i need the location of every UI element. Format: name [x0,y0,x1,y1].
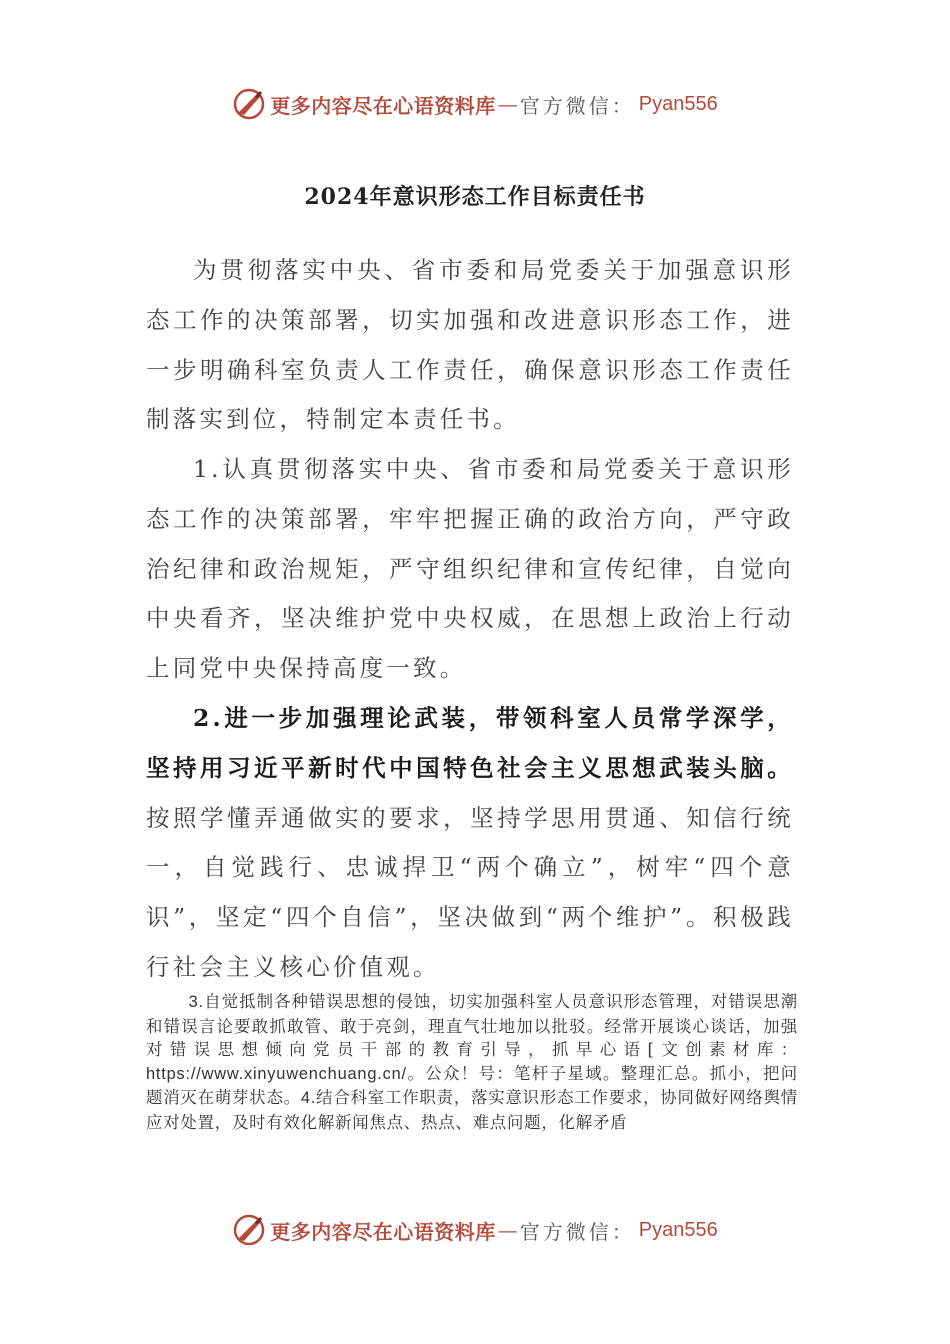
item-4-text: 结合科室工作职责，落实意识形态工作要求，协同做好网络舆情应对处置，及时有效化解新闻焦点、热点、难点问题，化解矛盾 [146,1088,798,1132]
source-url: https://www.xinyuwenchuang.cn/ [146,1064,407,1083]
items-3-4-paragraph [146,990,798,1134]
pen-nib-logo-icon [232,1213,266,1247]
banner-wechat-id: Pyan556 [638,1218,718,1241]
item-3-text-cont: 。公众！号：笔杆子星域。整理汇总。抓小，把问题消灭在萌芽状态。 [146,1063,798,1107]
intro-paragraph: 为贯彻落实中央、省市委和局党委关于加强意识形态工作的决策部署，切实加强和改进意识形态工作，进一步明确科室负责人工作责任，确保意识形态工作责任制落实到位，特制定本责任书。 [146,256,794,434]
item-2-bold-lead: 2.进一步加强理论武装，带领科室人员常学深学，坚持用习近平新时代中国特色社会主义思想武装头脑。 [146,704,794,782]
banner-dash: — [497,1218,518,1242]
banner-wechat-id: Pyan556 [638,92,718,115]
banner-brand-text: 更多内容尽在心语资料库 [270,93,496,118]
banner-wechat-label: 官方微信： [519,93,635,118]
document-title: 2024年意识形态工作目标责任书 [304,184,646,210]
item-3-text: 自觉抵制各种错误思想的侵蚀，切实加强科室人员意识形态管理，对错误思潮和错误言论要敢抓敢管、敢于亮剑，理直气壮地加以批驳。经常开展谈心谈话，加强对错误思想倾向党员干部的教育引导，抓早心语[文创素材库： [146,992,798,1059]
header-watermark-banner [0,84,950,124]
item-2-body: 按照学懂弄通做实的要求，坚持学思用贯通、知信行统一，自觉践行、忠诚捍卫“两个确立”，树牢“四个意识”，坚定“四个自信”，坚决做到“两个维护”。积极践行社会主义核心价值观。 [146,803,794,981]
banner-dash: — [497,92,518,116]
pen-nib-logo-icon [232,87,266,121]
banner-wechat-label: 官方微信： [519,1219,635,1244]
footer-watermark-banner [0,1210,950,1250]
banner-brand-text: 更多内容尽在心语资料库 [270,1219,496,1244]
item-3-number: 3. [188,993,204,1011]
item-2-paragraph [146,694,794,993]
item-1-paragraph: 1.认真贯彻落实中央、省市委和局党委关于意识形态工作的决策部署，牢牢把握正确的政治方向，严守政治纪律和政治规矩，严守组织纪律和宣传纪律，自觉向中央看齐，坚决维护党中央权威，在思想上政治上行动上同党中央保持高度一致。 [146,455,794,683]
item-4-number: 4. [300,1089,317,1107]
